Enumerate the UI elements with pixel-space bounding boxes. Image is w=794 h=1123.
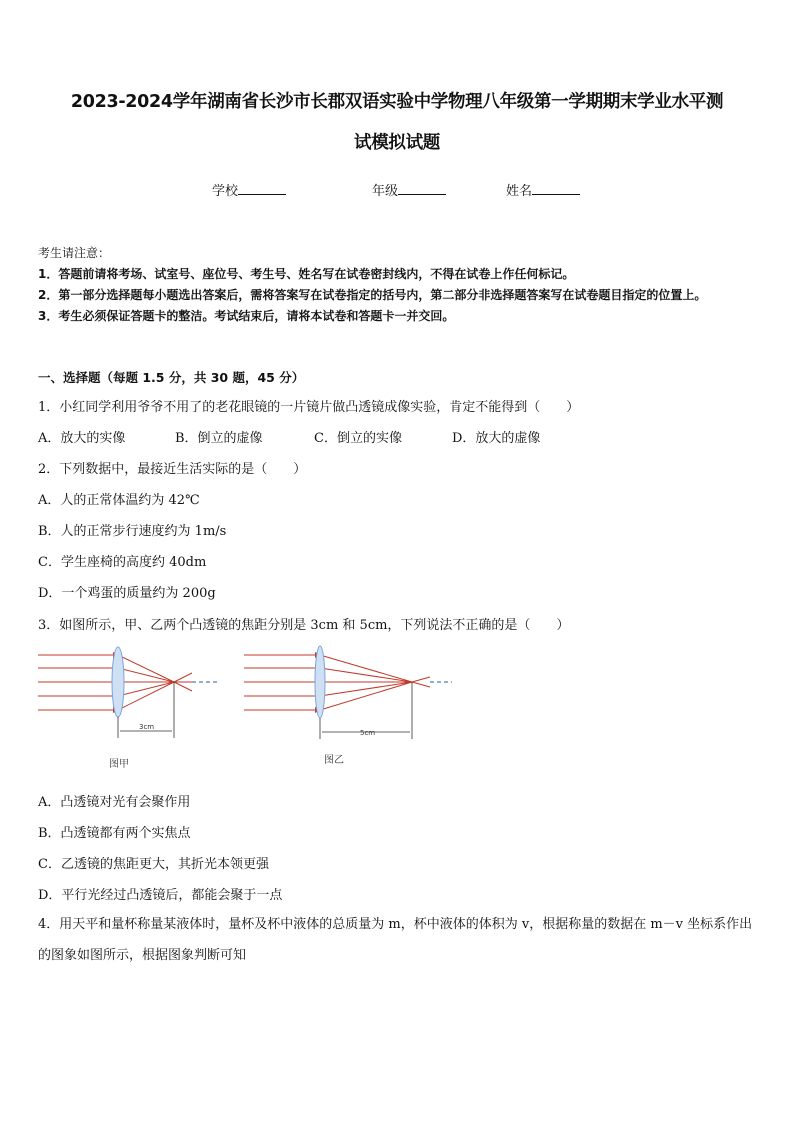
- q2-option-c[interactable]: C．学生座椅的高度约 40dm: [38, 555, 207, 570]
- q3-option-c[interactable]: C．乙透镜的焦距更大，其折光本领更强: [38, 857, 269, 872]
- q3-stem: 3．如图所示，甲、乙两个凸透镜的焦距分别是 3cm 和 5cm，下列说法不正确的是（ ）: [38, 618, 570, 633]
- school-field[interactable]: [212, 180, 286, 199]
- exam-title-line2: 试模拟试题: [354, 133, 440, 153]
- lens-figure: [38, 643, 458, 773]
- name-label: 姓名: [506, 184, 533, 199]
- q3-option-d[interactable]: D．平行光经过凸透镜后，都能会聚于一点: [38, 888, 283, 903]
- fig-b-dimension: 5cm: [360, 729, 376, 737]
- lens-b-icon: [315, 646, 325, 718]
- exam-title-line1: 2023-2024学年湖南省长沙市长郡双语实验中学物理八年级第一学期期末学业水平测: [70, 92, 724, 112]
- fig-a-dimension: 3cm: [139, 723, 155, 731]
- q3-option-b[interactable]: B．凸透镜都有两个实焦点: [38, 826, 191, 841]
- notice-block: [38, 243, 760, 327]
- q3-option-a[interactable]: A．凸透镜对光有会聚作用: [38, 795, 191, 810]
- section-heading: 一、选择题（每题 1.5 分，共 30 题，45 分）: [38, 370, 305, 385]
- q4-stem: 4．用天平和量杯称量某液体时，量杯及杯中液体的总质量为 m，杯中液体的体积为 v，根据称量的数据在 m－v 坐标系作出的图象如图所示，根据图象判断可知: [38, 917, 753, 963]
- name-blank[interactable]: [532, 182, 580, 195]
- fig-a-caption: 图甲: [109, 759, 129, 770]
- grade-label: 年级: [372, 184, 399, 199]
- q1-stem: 1．小红同学利用爷爷不用了的老花眼镜的一片镜片做凸透镜成像实验，肯定不能得到（ ）: [38, 400, 580, 415]
- q2-stem: 2．下列数据中，最接近生活实际的是（ ）: [38, 462, 307, 477]
- notice-item-1: 1．答题前请将考场、试室号、座位号、考生号、姓名写在试卷密封线内，不得在试卷上作任何标记。: [38, 267, 575, 281]
- lens-figure-b: [244, 646, 452, 739]
- notice-heading: 考生请注意：: [38, 246, 111, 260]
- q2-option-a[interactable]: A．人的正常体温约为 42℃: [38, 493, 200, 508]
- notice-item-3: 3．考生必须保证答题卡的整洁。考试结束后，请将本试卷和答题卡一并交回。: [38, 309, 455, 323]
- q2-option-d[interactable]: D．一个鸡蛋的质量约为 200g: [38, 586, 216, 601]
- q2-option-b[interactable]: B．人的正常步行速度约为 1m/s: [38, 524, 227, 539]
- notice-item-2: 2．第一部分选择题每小题选出答案后，需将答案写在试卷指定的括号内，第二部分非选择题答案写在试卷题目指定的位置上。: [38, 288, 707, 302]
- school-blank[interactable]: [238, 182, 286, 195]
- q1-option-b[interactable]: B．倒立的虚像: [175, 431, 263, 446]
- grade-field[interactable]: [372, 180, 446, 199]
- fig-b-caption: 图乙: [324, 755, 344, 766]
- school-label: 学校: [212, 184, 239, 199]
- grade-blank[interactable]: [398, 182, 446, 195]
- q1-option-c[interactable]: C．倒立的实像: [314, 431, 402, 446]
- q1-option-d[interactable]: D．放大的虚像: [452, 431, 541, 446]
- lens-figure-a: [38, 647, 218, 738]
- name-field[interactable]: [506, 180, 580, 199]
- lens-a-icon: [112, 647, 124, 717]
- q1-option-a[interactable]: A．放大的实像: [38, 431, 126, 446]
